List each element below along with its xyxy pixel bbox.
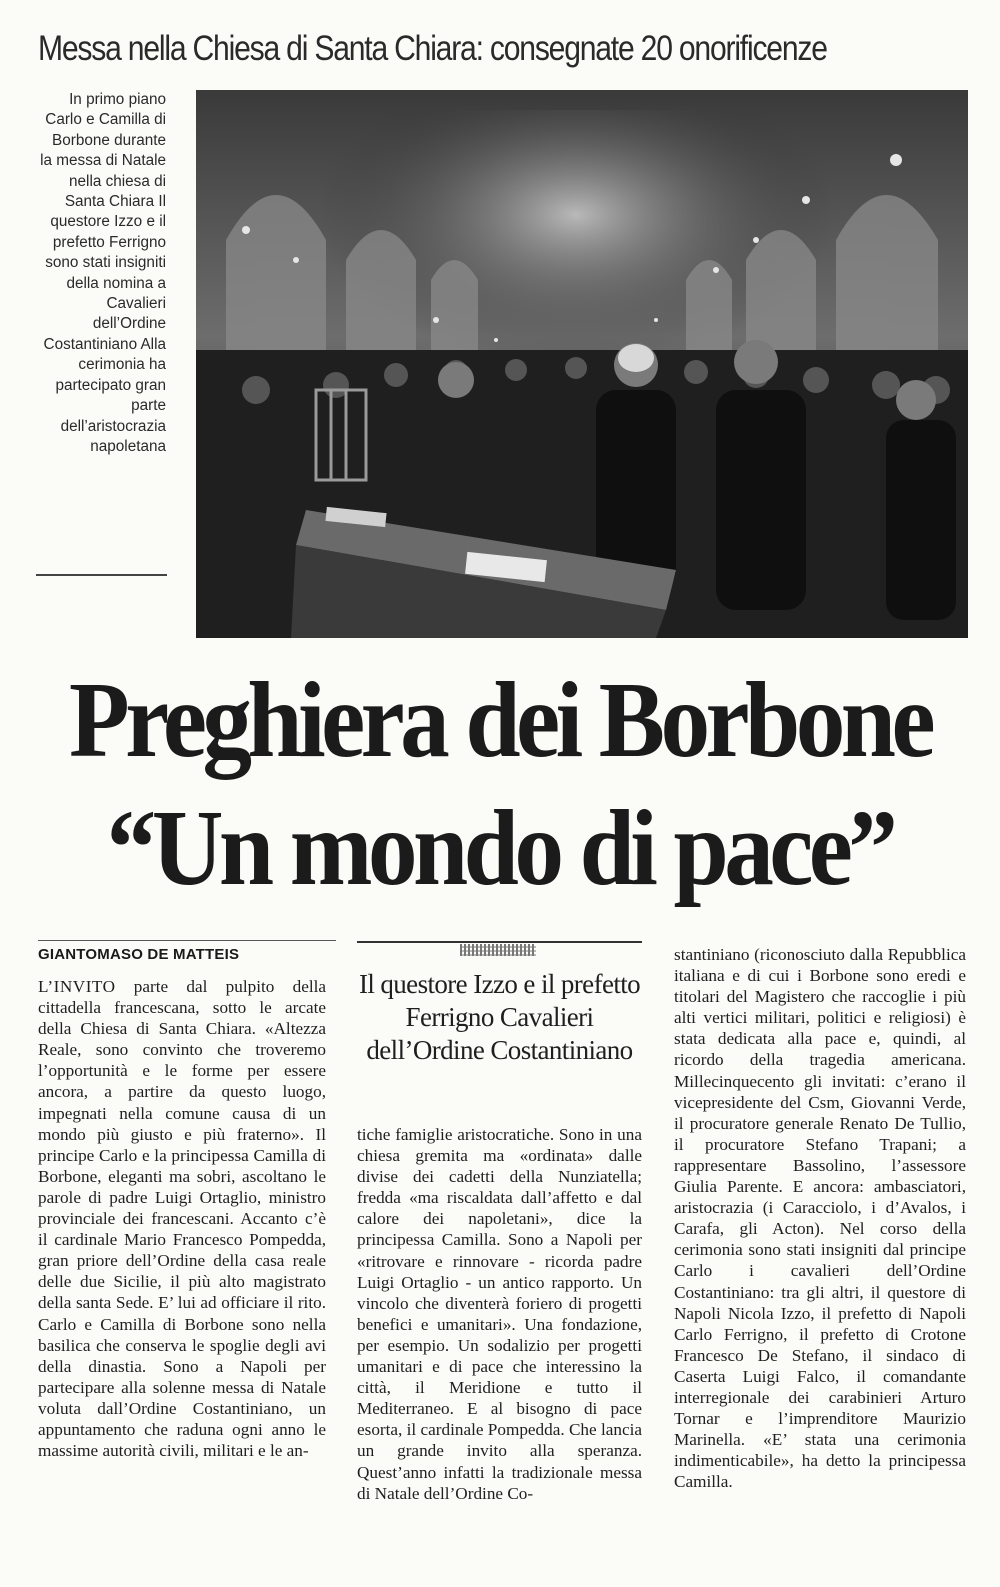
article-lead-caps: L’INVITO: [38, 977, 116, 996]
article-column-2-text: tiche famiglie aristocratiche. Sono in una chiesa gremita ma «ordinata» dalle divise dei cadetti della Nunziatella; fredda «ma riscaldata dall’affetto e dal calore dei napoletani», dice la principessa Camilla. Sono a Napoli per «ritrovare e rinnovare - ricorda padre Luigi Ortaglio - un antico rapporto. Un vincolo che diventerà foriero di progetti benefici e umanitari». Una fondazione, per esempio. Un sodalizio per progetti umanitari e di pace che interessino la città, il Meridione e tutto il Mediterraneo. E al bisogno di pace esorta, il cardinale Pompedda. Che lancia un grande invito alla speranza. Quest’anno infatti la tradizionale messa di Natale dell’Ordine Co-: [357, 1125, 642, 1503]
byline: GIANTOMASO DE MATTEIS: [38, 946, 240, 963]
article-column-2: [357, 1124, 642, 1504]
article-column-1-text: parte dal pulpito della cittadella francescana, sotto le arcate della Chiesa di Santa Chiara. «Altezza Reale, sono convinto che troveremo l’opportunità e le forme per essere ancora, a partire da questo luogo, impegnati nella comune causa di un mondo più giusto e più fraterno». Il principe Carlo e la principessa Camilla di Borbone, eleganti ma sobri, ascoltano le parole di padre Luigi Ortaglio, ministro provinciale dei francescani. Accanto c’è il cardinale Mario Francesco Pompedda, gran priore dell’Ordine della casa reale delle due Sicilie, il più alto magistrato della santa Sede. E’ lui ad officiare il rito. Carlo e Camilla di Borbone sono nella basilica che conserva le spoglie degli avi della dinastia. Sono a Napoli per partecipare alla solenne messa di Natale voluta dall’Ordine Costantiniano, un appuntamento che raduna ogni anno le massime autorità civili, militari e le an-: [38, 977, 326, 1461]
pullquote-ornament: [460, 944, 536, 956]
kicker-headline: Messa nella Chiesa di Santa Chiara: consegnate 20 onorificenze: [38, 29, 827, 68]
article-column-3-text: stantiniano (riconosciuto dalla Repubblica italiana e di cui i Borbone sono eredi e titolari del Magistero che raccoglie i più alti vertici militari, politici e religiosi) è stata dedicata alla pace e, quindi, al ricordo della tragedia americana. Millecinquecento gli invitati: c’erano il vicepresidente del Csm, Giovanni Verde, il procuratore generale Renato De Tullio, il procuratore Stefano Trapani; a rappresentare Bassolino, l’assessore Giulia Parente. E ancora: ambasciatori, aristocrazia (i Caracciolo, i d’Avalos, i Carafa, gli Acton). Nel corso della cerimonia sono stati insigniti dal principe Carlo i cavalieri dell’Ordine Costantiniano: tra gli altri, il questore di Napoli Nicola Izzo, il prefetto di Napoli Carlo Ferrigno, il prefetto di Crotone Francesco De Stefano, il sindaco di Caserta Luigi Falco, il comandante interregionale dei carabinieri Arturo Tornar e l’imprenditore Maurizio Marinella. «E’ stata una cerimonia indimenticabile», ha detto la principessa Camilla.: [674, 945, 966, 1492]
pullquote: Il questore Izzo e il prefetto Ferrigno Cavalieri dell’Ordine Costantiniano: [358, 969, 641, 1065]
caption-divider: [36, 574, 167, 576]
main-headline-line-1: Preghiera dei Borbone: [69, 661, 931, 780]
church-photo: [196, 90, 968, 638]
main-headline-line-2: “Un mondo di pace”: [106, 789, 894, 908]
church-photo-image: [196, 90, 968, 638]
byline-divider: [38, 940, 336, 941]
article-column-3: [674, 944, 966, 1492]
article-column-1: [38, 976, 326, 1461]
photo-caption: In primo piano Carlo e Camilla di Borbone durante la messa di Natale nella chiesa di Santa Chiara Il questore Izzo e il prefetto Ferrigno sono stati insigniti della nomina a Cavalieri dell’Ordine Costantiniano Alla cerimonia ha partecipato gran parte dell’aristocrazia napoletana: [40, 91, 166, 455]
